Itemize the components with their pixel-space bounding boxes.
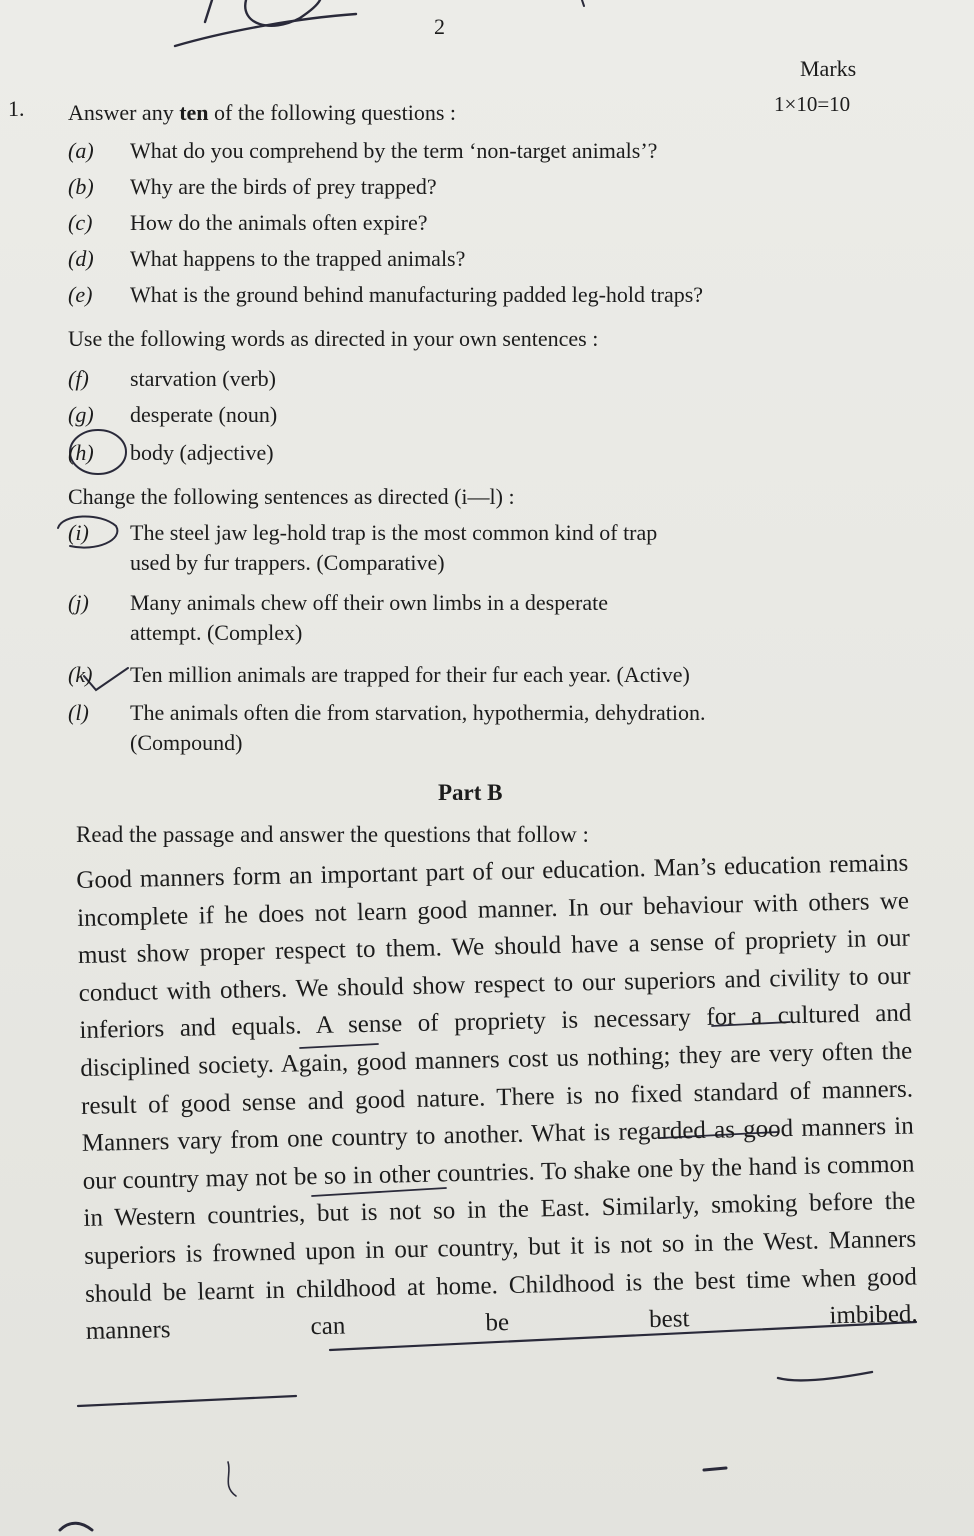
- sub-question-label: (c): [68, 210, 93, 235]
- sub-question-g: [68, 402, 277, 428]
- sub-question-label: (d): [68, 246, 94, 271]
- sub-question-text: starvation (verb): [130, 366, 276, 391]
- reading-passage: [76, 845, 918, 1351]
- marks-value: 1×10=10: [774, 92, 851, 116]
- words-instruction: Use the following words as directed in your own sentences :: [68, 326, 599, 351]
- sub-question-text-line-1: The animals often die from starvation, hypothermia, dehydration.: [130, 700, 706, 725]
- sub-question-label: (j): [68, 590, 89, 615]
- sub-question-k: [68, 662, 690, 688]
- sub-question-label: (e): [68, 282, 93, 307]
- sub-question-label: (b): [68, 174, 94, 199]
- sub-question-text-line-1: Many animals chew off their own limbs in a desperate: [130, 590, 608, 615]
- sub-question-a: [68, 138, 657, 164]
- sub-question-text-line-2: used by fur trappers. (Comparative): [130, 550, 445, 575]
- sub-question-label: (k): [68, 662, 93, 687]
- sub-question-label: (i): [68, 520, 89, 545]
- question-number: 1.: [8, 96, 25, 121]
- marks-label: Marks: [800, 56, 857, 81]
- instruction-text-bold: ten: [179, 100, 209, 125]
- sub-question-text: What happens to the trapped animals?: [130, 246, 466, 271]
- sub-question-e: [68, 282, 703, 308]
- sub-question-c: [68, 210, 428, 236]
- instruction-text-start: Answer any: [68, 100, 180, 125]
- sub-question-b: [68, 174, 437, 200]
- sub-question-label: (a): [68, 138, 94, 163]
- sub-question-text: How do the animals often expire?: [130, 210, 428, 235]
- sub-question-text: Why are the birds of prey trapped?: [130, 174, 437, 199]
- passage-text: Good manners form an important part of our education. Man’s education remains incomplete if he does not learn good manner. In our behaviour with others we must show proper respect to them. We should have a sense of propriety in our conduct with others. We should show respect to our superiors and civility to our inferiors and equals. A sense of propriety is necessary for a cultured and disciplined society. Again, good manners cost us nothing; they are very often the result of good sense and good nature. There is no fixed standard of manners. Manners vary from one country to another. What is regarded as good manners in our country may not be so in other countries. To shake one by the hand is common in Western countries, but is not so in the East. Similarly, smoking before the superiors is frowned upon in our country, but it is not so in the West. Manners should be learnt in childhood at home. Childhood is the best time when good manners can be best imbibed.: [76, 849, 918, 1346]
- sub-question-j: [68, 590, 608, 646]
- sub-question-label: (g): [68, 402, 94, 427]
- passage-instruction: Read the passage and answer the questions that follow :: [76, 822, 589, 847]
- page-number: 2: [434, 14, 445, 39]
- sub-question-h: [68, 440, 274, 466]
- question-instruction: [68, 100, 456, 126]
- sub-question-label: (f): [68, 366, 89, 391]
- sub-question-text: body (adjective): [130, 440, 274, 465]
- change-instruction: Change the following sentences as directed (i—l) :: [68, 484, 515, 509]
- sub-question-text-line-1: Ten million animals are trapped for their fur each year. (Active): [130, 662, 690, 687]
- sub-question-f: [68, 366, 276, 392]
- sub-question-text: What is the ground behind manufacturing padded leg-hold traps?: [130, 282, 704, 307]
- sub-question-label: (l): [68, 700, 89, 725]
- sub-question-text: What do you comprehend by the term ‘non-target animals’?: [130, 138, 658, 163]
- sub-question-l: [68, 700, 706, 756]
- sub-question-d: [68, 246, 465, 272]
- sub-question-text-line-1: The steel jaw leg-hold trap is the most common kind of trap: [130, 520, 658, 545]
- sub-question-text-line-2: (Compound): [130, 730, 243, 755]
- instruction-text-end: of the following questions :: [208, 100, 457, 125]
- sub-question-text-line-2: attempt. (Complex): [130, 620, 303, 645]
- part-b-title: Part B: [438, 780, 503, 805]
- sub-question-i: [68, 520, 657, 576]
- sub-question-label: (h): [68, 440, 94, 465]
- sub-question-text: desperate (noun): [130, 402, 278, 427]
